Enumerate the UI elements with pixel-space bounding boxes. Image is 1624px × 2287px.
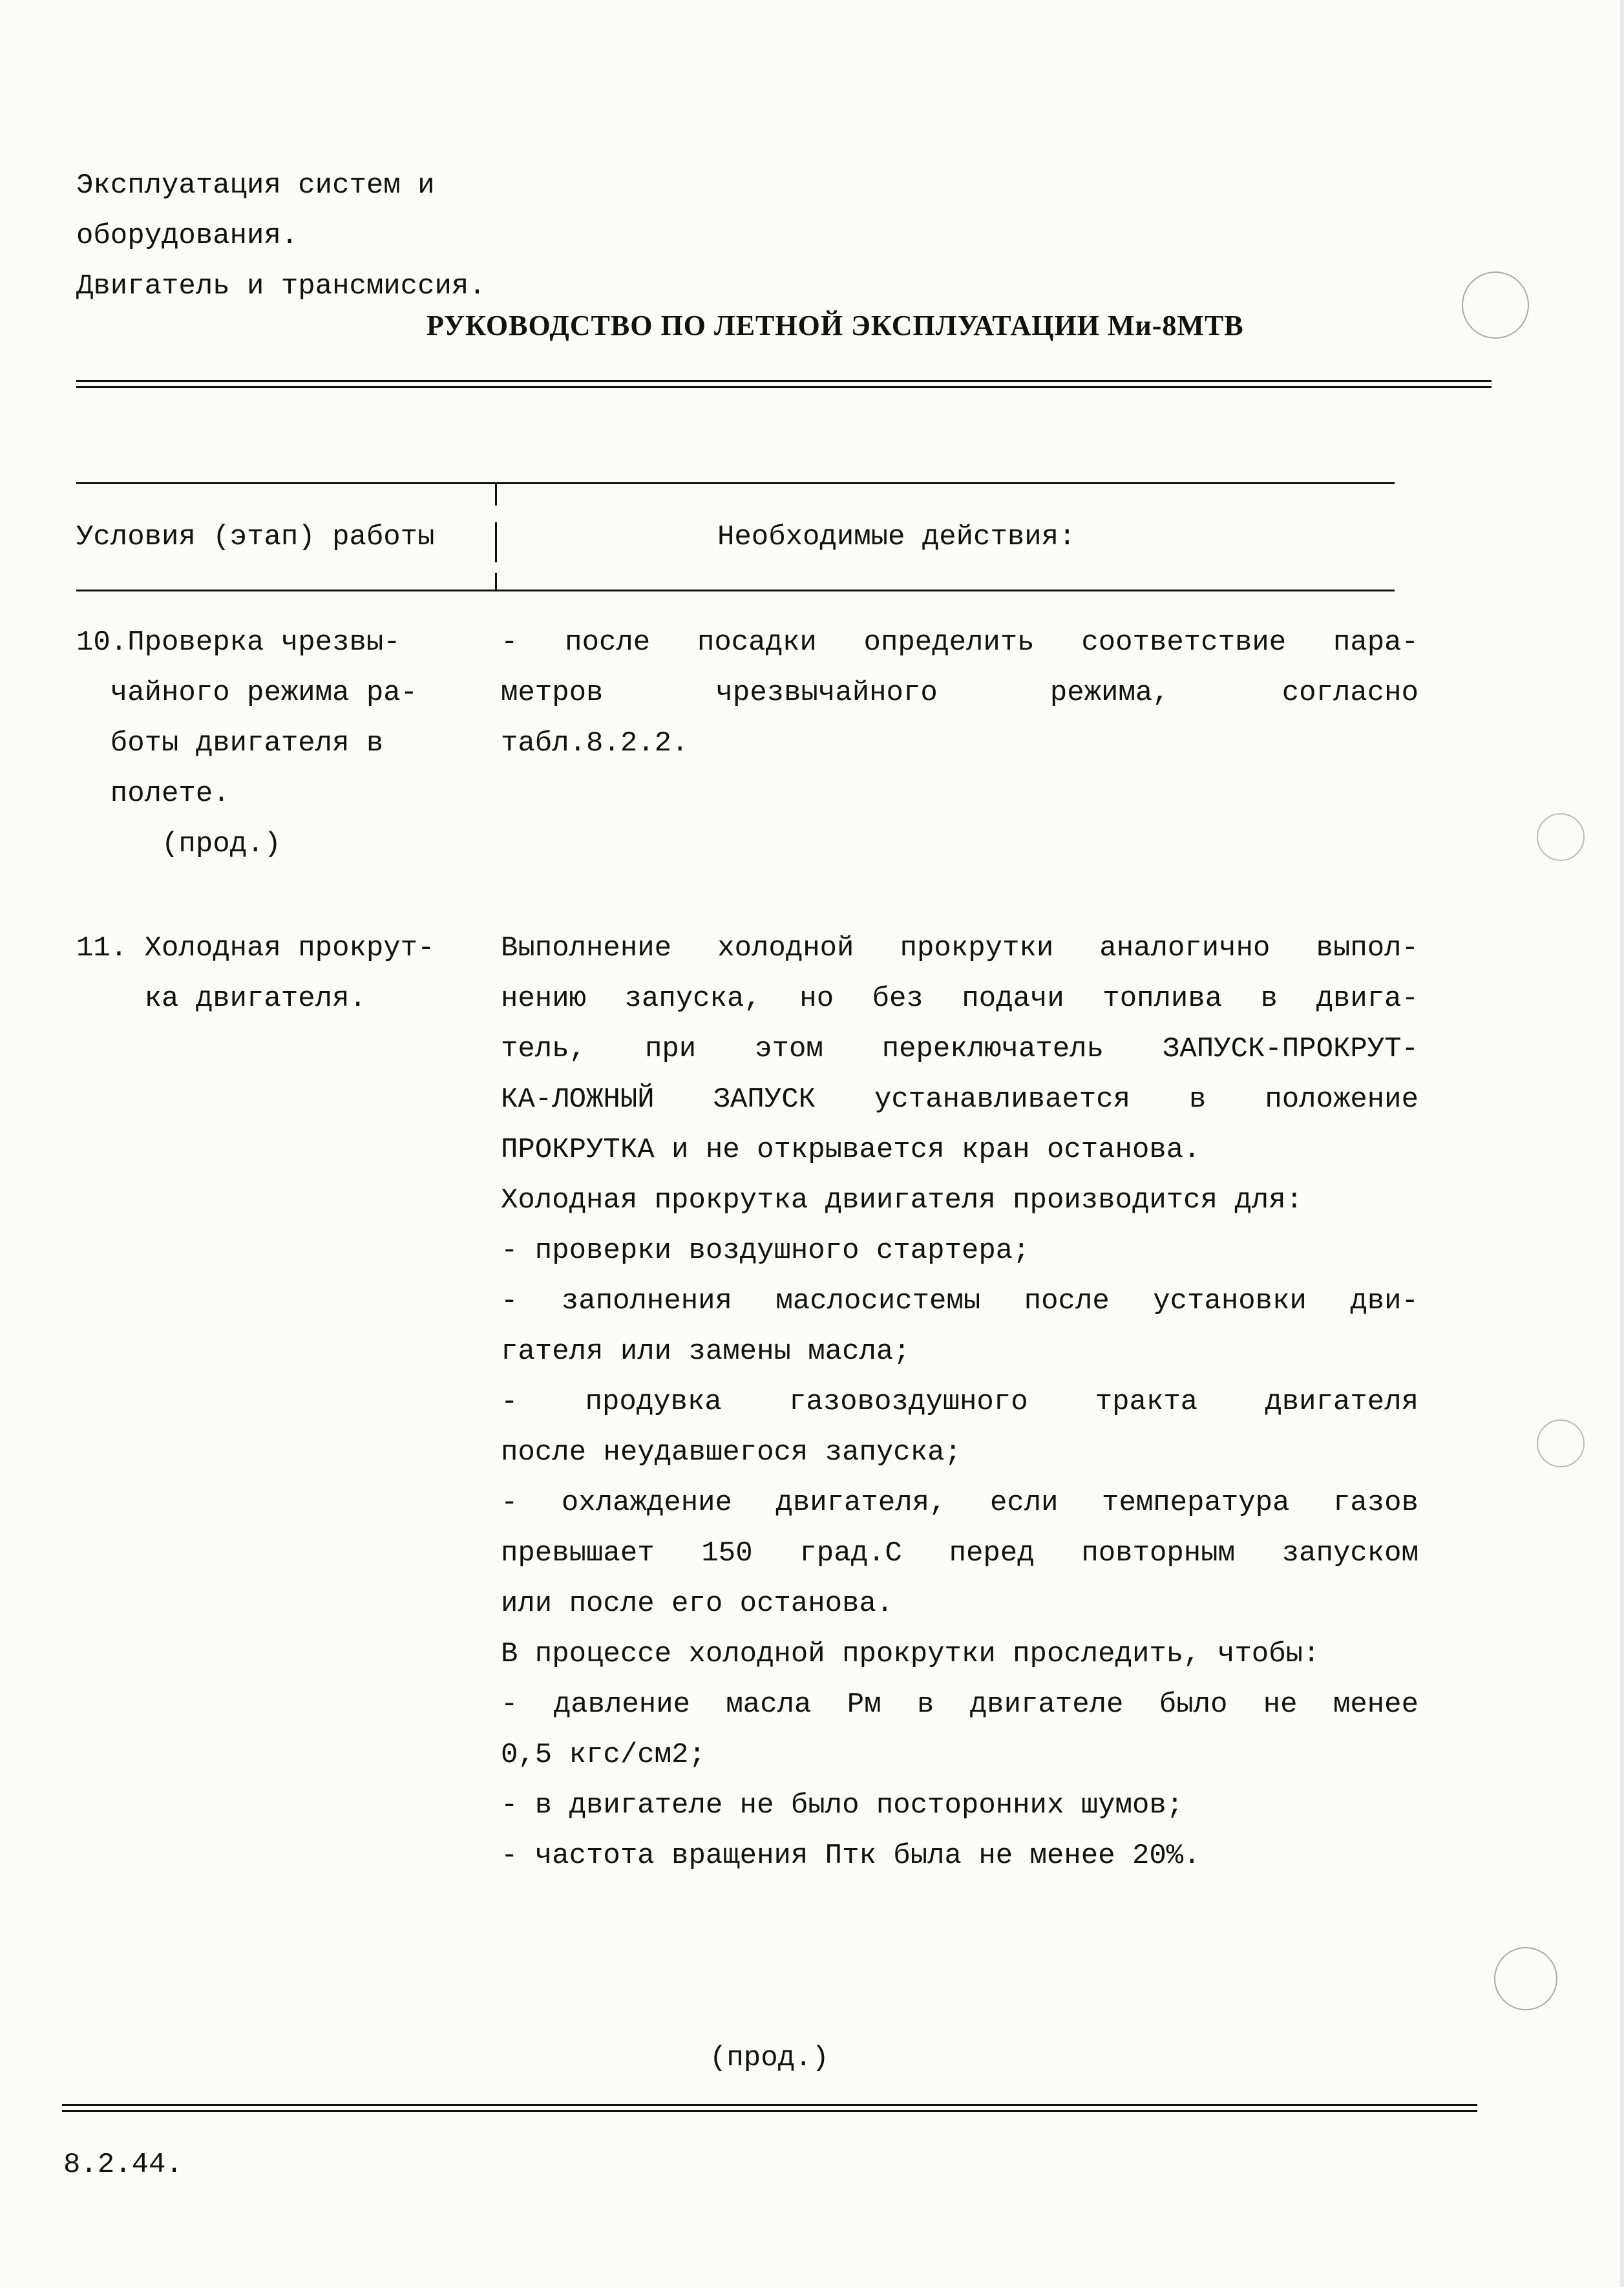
- table-row-11-actions: [501, 923, 1418, 1881]
- action-line: Холодная прокрутка двиигателя производится для:: [501, 1184, 1303, 1217]
- header-double-rule: [76, 380, 1492, 388]
- action-line: - продувка газовоздушного тракта двигателя: [501, 1386, 1418, 1418]
- punch-hole-decoration: [1494, 1947, 1557, 2010]
- punch-hole-decoration: [1462, 271, 1529, 339]
- action-line: ПРОКРУТКА и не открывается кран останова.: [501, 1134, 1201, 1166]
- action-line: КА-ЛОЖНЫЙ ЗАПУСК устанавливается в положение: [501, 1083, 1418, 1116]
- section-line-2: оборудования.: [76, 220, 299, 252]
- continued-note: (прод.): [710, 2042, 829, 2074]
- table-row-11-condition: [76, 923, 490, 1024]
- footer-double-rule: [62, 2104, 1477, 2112]
- table-header-bottom-rule: [76, 590, 1395, 591]
- page-number: 8.2.44.: [63, 2149, 183, 2181]
- action-line: Выполнение холодной прокрутки аналогично выпол-: [501, 932, 1418, 964]
- section-line-1: Эксплуатация систем и: [76, 169, 435, 202]
- action-line: превышает 150 град.С перед повторным запуском: [501, 1537, 1418, 1569]
- scan-edge-decoration: [1620, 0, 1624, 2287]
- action-line: 0,5 кгс/см2;: [501, 1739, 706, 1771]
- condition-line: полете.: [76, 778, 230, 810]
- action-line: - охлаждение двигателя, если температура газов: [501, 1487, 1418, 1519]
- action-line: В процессе холодной прокрутки проследить, чтобы:: [501, 1638, 1320, 1670]
- punch-hole-decoration: [1537, 813, 1585, 861]
- action-line: - частота вращения Птк была не менее 20%.: [501, 1840, 1201, 1872]
- action-line: - после посадки определить соответствие пара-: [501, 626, 1418, 659]
- section-line-3: Двигатель и трансмиссия.: [76, 270, 486, 303]
- conditions-column-header: Условия (этап) работы: [76, 521, 435, 553]
- punch-hole-decoration: [1537, 1420, 1585, 1467]
- action-line: после неудавшегося запуска;: [501, 1436, 962, 1469]
- column-divider: [495, 522, 497, 562]
- table-row-10-condition: [76, 617, 490, 869]
- action-line: - давление масла Рм в двигателе было не менее: [501, 1688, 1418, 1721]
- action-line: тель, при этом переключатель ЗАПУСК-ПРОКРУТ-: [501, 1033, 1418, 1065]
- condition-line: 10.Проверка чрезвы-: [76, 626, 401, 659]
- column-divider-bottom: [495, 573, 497, 591]
- action-line: - в двигателе не было посторонних шумов;: [501, 1789, 1184, 1822]
- table-top-rule: [76, 482, 1395, 484]
- column-divider-top: [495, 482, 497, 505]
- action-line: табл.8.2.2.: [501, 727, 689, 760]
- table-row-10-actions: [501, 617, 1418, 769]
- actions-column-header: Необходимые действия:: [717, 521, 1076, 553]
- action-line: - проверки воздушного стартера;: [501, 1235, 1030, 1267]
- action-line: гателя или замены масла;: [501, 1335, 911, 1368]
- condition-line: чайного режима ра-: [76, 677, 418, 709]
- condition-line: боты двигателя в: [76, 727, 384, 760]
- action-line: нению запуска, но без подачи топлива в двига-: [501, 983, 1418, 1015]
- condition-line: ка двигателя.: [76, 983, 366, 1015]
- document-title: РУКОВОДСТВО ПО ЛЕТНОЙ ЭКСПЛУАТАЦИИ Ми-8МТВ: [427, 310, 1244, 341]
- action-line: - заполнения маслосистемы после установки дви-: [501, 1285, 1418, 1317]
- action-line: или после его останова.: [501, 1588, 894, 1620]
- condition-line: 11. Холодная прокрут-: [76, 932, 435, 964]
- condition-line-continued: (прод.): [76, 828, 281, 860]
- action-line: метров чрезвычайного режима, согласно: [501, 677, 1418, 709]
